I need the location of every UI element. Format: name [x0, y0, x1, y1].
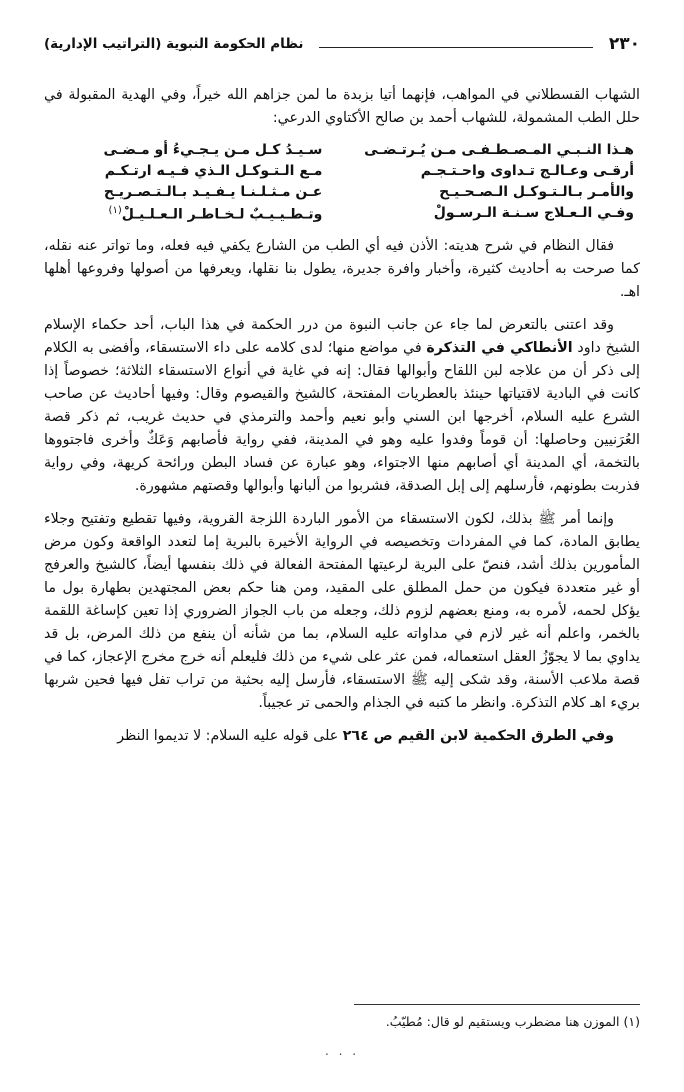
- paragraph-5-text: على قوله عليه السلام: لا تديموا النظر: [117, 727, 343, 744]
- footnote-divider: [354, 1004, 640, 1005]
- footnote-marker[interactable]: (١): [108, 205, 122, 216]
- poem-hemistich-right: والأمـر بـالـتـوكـل الـصـحـيـح: [439, 184, 634, 200]
- poem-hemistich-left: مـع الـتـوكـل الـذي فـيـه ارتـكـم: [104, 163, 323, 179]
- paragraph-5: [44, 725, 640, 748]
- paragraph-3-text-a: وقد اعتنى بالتعرض لما جاء عن جانب النبوة من درر الحكمة في هذا الباب، أحد حكماء الإسلام الشيخ داود: [44, 316, 641, 356]
- decorative-dots: . . .: [324, 1044, 360, 1058]
- paragraph-1: الشهاب القسطلاني في المواهب، فإنهما أتيا بزبدة ما لمن جزاهم الله خيراً، وفي الهدية المقبولة في حلل الطب المشمولة، للشهاب أحمد بن صالح الأكتاوي الدرعي:: [44, 87, 640, 126]
- header-divider: [319, 47, 592, 48]
- paragraph-3-text-b: في مواضع منها؛ لدى كلامه على داء الاستسقاء، وأفضى به الكلام إلى ذكر أن من علاجه لبن اللقاح وأبوالها فقال: إنه في غاية في أنواع الاستسقاء الثلاثة؛ خصوصاً إذا كانت في البادية لاقتياتها حينئذ بالعطريات المفتحة، كالشيخ والقيصوم وقال: وفيها أحاديث عن صاحب الشرع عليه السلام، أخرجها ابن السني وأبو نعيم وأحمد والترمذي في حديث غريب، ثم ذكر قصة العُرَنيين وحاصلها: أن قوماً وفدوا عليه وهو في المدينة، ففي رواية فأصابهم وَعَكٌ وأخرى فاجتووها بالتخمة، أي المدينة أي أصابهم منها الاجتواء، وهو عبارة عن فساد البطن ورائحة كريهة، وفي رواية فذربت بطونهم، فأرسلهم إلى إبل الصدقة، فشربوا من ألبانها وأبوالها وقصتهم مشهورة.: [44, 339, 640, 494]
- footnote-area: [44, 1004, 640, 1058]
- poem-hemistich-right: أرقـى وعـالـج تـداوى واحـتـجـم: [420, 163, 634, 179]
- paragraph-3: [44, 314, 640, 498]
- page-body: [44, 84, 640, 748]
- paragraph-4: وإنما أمر ﷺ بذلك، لكون الاستسقاء من الأمور الباردة اللزجة القروية، وفيها تقطيع وتفتيح وجلاء يطابق المادة، كما في المفردات وتخصيصه في الرواية الأخيرة بالبرية إما لتعدد الواقعة وكون مرض المأمورين بذلك أشد، فنصّ على البرية لرعيتها المفتحة الفعالة في ذلك بنفسها أيضاً، كالشيخ والعرفج أو غير متعددة فيكون من حمل المطلق على المقيد، ومن هنا حكم بعض المجتهدين بطهارة بول ما يؤكل لحمه، لأمره به، ومنع بعضهم لزوم ذلك، وجعله من باب الجواز الضروري إذا تعين كإساغة اللقمة بالخمر، واعلم أنه غير لازم في مداواته عليه السلام، بما من شأنه أن ينفع من ذلك المرض، بل قد يداوي بما لا يجوّزُ العقل استعماله، فمن عثر على شيء من ذلك فليعلم أنه خرج مخرج الإعجاز، كما في قصة ملاعب الأسنة، وقد شكى إليه ﷺ الاستسقاء، فأرسل إليه بحثية من تراب تفل فيها فحين شربها بريء اهـ كلام التذكرة. وانظر ما كتبه في الجذام والحمى تر عجيباً.: [44, 510, 640, 711]
- poem-hemistich-left: [46, 205, 322, 223]
- poem-line: [44, 205, 640, 223]
- poem-hemistich-left: سـيـدُ كـل مـن يـجـيءُ أو مـضـى: [103, 142, 323, 158]
- poem-block: [44, 142, 640, 223]
- book-reference-turuq: وفي الطرق الحكمية لابن القيم ص ٢٦٤: [342, 727, 614, 744]
- poem-hemistich-left: عـن مـثـلـنـا يـفـيـد بـالـتـصـريـح: [103, 184, 323, 200]
- page-number: ٢٣٠: [608, 34, 640, 54]
- book-title: نظام الحكومة النبوية (التراتيب الإدارية): [44, 36, 304, 52]
- poem-hemistich-left-text: وتـطـيـيـبٌ لـخـاطـر الـعـلـيـلْ: [121, 206, 323, 223]
- poem-hemistich-right: وفـي الـعـلاج سـنـة الـرسـولْ: [433, 205, 634, 221]
- poem-line: [44, 142, 640, 158]
- page-header: [44, 34, 640, 54]
- footnote-1: (١) الموزن هنا مضطرب ويستقيم لو قال: مُطيّبُ.: [385, 1014, 640, 1030]
- poem-line: [44, 184, 640, 200]
- paragraph-2: فقال النظام في شرح هديته: الأذن فيه أي الطب من الشارع يكفي فيه فعله، وما تواتر عنه نقله، كما صرحت به أحاديث كثيرة، وأخبار وافرة جديرة، يطول بنا نقلها، ويعرفها من أصولها وفروعها أهلها اهـ.: [44, 237, 640, 300]
- poem-hemistich-right: هـذا النـبـي المـصـطـفـى مـن يُـرتـضـى: [364, 142, 634, 158]
- book-reference-tadhkira: الأنطاكي في التذكرة: [426, 339, 573, 356]
- poem-line: [44, 163, 640, 179]
